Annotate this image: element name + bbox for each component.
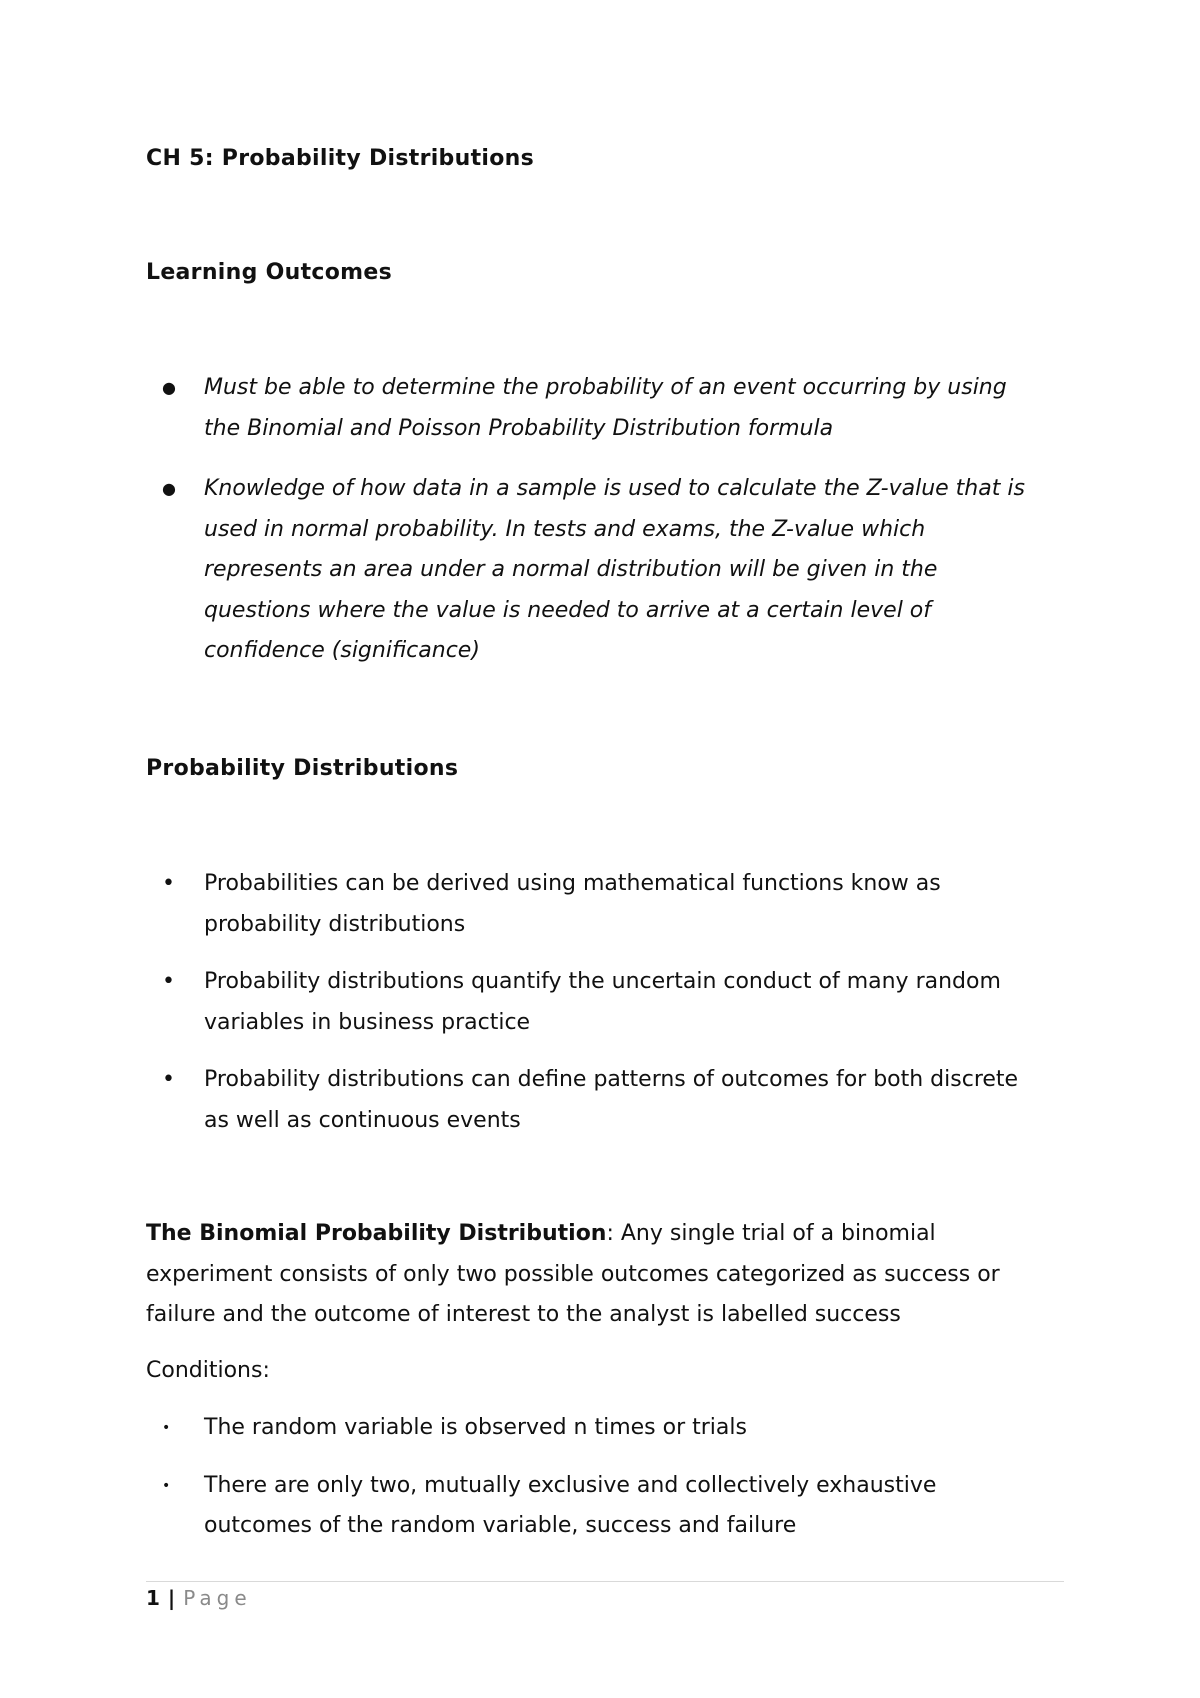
binomial-term: The Binomial Probability Distribution <box>146 1221 607 1246</box>
list-item: ● Must be able to determine the probability of an event occurring by using the Binomial and Poisson Probability Distribution formula <box>146 368 1046 449</box>
bullet-icon: • <box>162 1067 175 1092</box>
bullet-icon: ● <box>162 479 176 498</box>
list-item: • There are only two, mutually exclusive and collectively exhaustive outcomes of the random variable, success and failure <box>146 1466 1046 1547</box>
binomial-definition: : Any single trial of a binomial experiment consists of only two possible outcomes categorized as success or failure and the outcome of interest to the analyst is labelled success <box>146 1221 1000 1327</box>
page-number: 1 <box>146 1586 160 1610</box>
section-heading-learning-outcomes: Learning Outcomes <box>146 260 392 285</box>
list-item: • Probability distributions quantify the uncertain conduct of many random variables in business practice <box>146 962 1046 1043</box>
conditions-label: Conditions: <box>146 1358 270 1383</box>
chapter-title: CH 5: Probability Distributions <box>146 146 534 171</box>
list-item: ● Knowledge of how data in a sample is used to calculate the Z-value that is used in normal probability. In tests and exams, the Z-value which represents an area under a normal distribution will be given in the questions where the value is needed to arrive at a certain level of confidence (significance) <box>146 469 1046 672</box>
page-label: Page <box>183 1586 252 1610</box>
bullet-icon: ● <box>162 378 176 397</box>
bullet-icon: • <box>162 1420 171 1436</box>
learning-outcomes-list <box>146 368 1046 672</box>
bullet-icon: • <box>162 871 175 896</box>
list-item: • The random variable is observed n times or trials <box>146 1408 1046 1449</box>
footer-divider <box>146 1581 1064 1582</box>
binomial-paragraph <box>146 1214 1046 1336</box>
conditions-list <box>146 1408 1046 1547</box>
distribution-points-list <box>146 864 1046 1141</box>
page-footer <box>146 1586 252 1610</box>
section-heading-probability-distributions: Probability Distributions <box>146 756 459 781</box>
list-item: • Probabilities can be derived using mathematical functions know as probability distributions <box>146 864 1046 945</box>
bullet-icon: • <box>162 969 175 994</box>
footer-separator: | <box>167 1586 176 1610</box>
bullet-icon: • <box>162 1477 171 1494</box>
list-item: • Probability distributions can define patterns of outcomes for both discrete as well as continuous events <box>146 1060 1046 1141</box>
